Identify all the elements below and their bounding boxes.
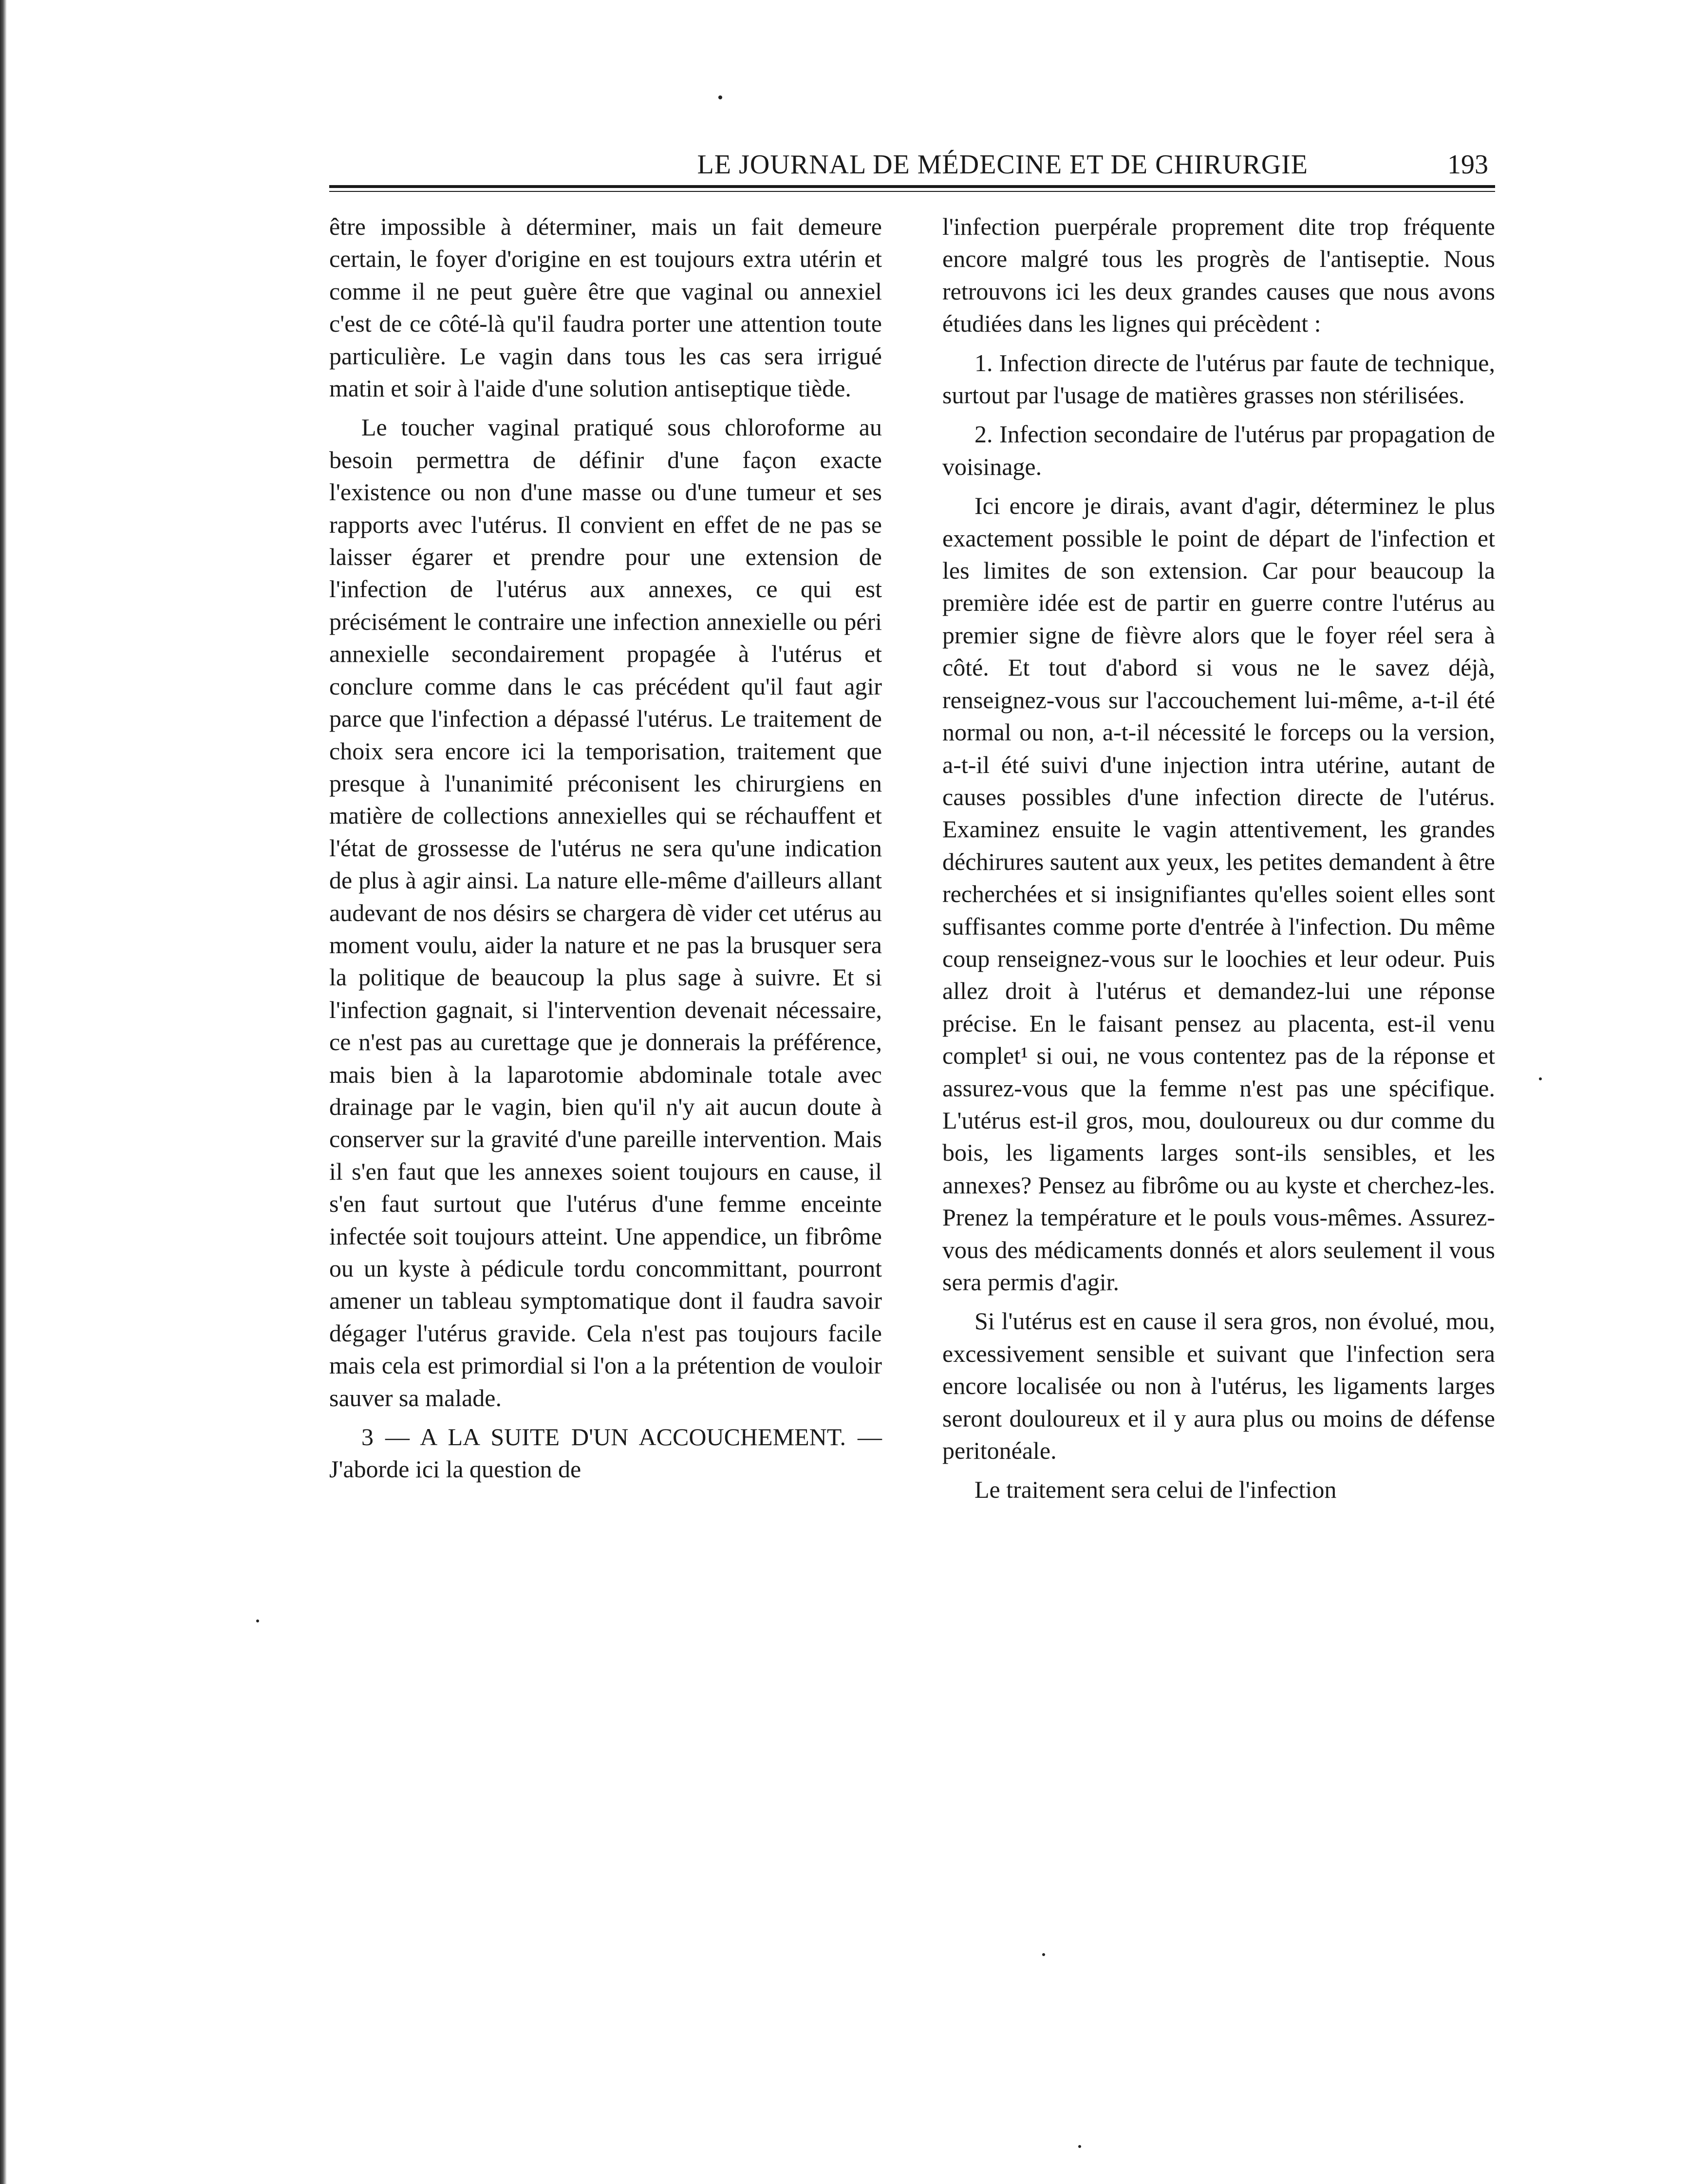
running-title: LE JOURNAL DE MÉDECINE ET DE CHIRURGIE (697, 150, 1308, 180)
ink-speck (256, 1619, 259, 1622)
section-heading-paragraph: 3 — A LA SUITE D'UN ACCOUCHEMENT. — J'aborde ici la question de (329, 1423, 882, 1483)
header-rule-thick (329, 185, 1495, 188)
header-rule-thin (329, 191, 1495, 192)
page-header (329, 146, 1495, 185)
paragraph: Ici encore je dirais, avant d'agir, déterminez le plus exactement possible le point de départ de l'infection et les limites de son extension. Car pour beaucoup la première idée est de partir en guerre contre l'utérus au premier signe de fièvre alors que le foyer réel sera à côté. Et tout d'abord si vous ne le savez déjà, renseignez-vous sur l'accouchement lui-même, a-t-il été normal ou non, a-t-il nécessité le forceps ou la version, a-t-il été suivi d'une injection intra utérine, autant de causes possibles d'une infection directe de l'utérus. Examinez ensuite le vagin attentivement, les grandes déchirures sautent aux yeux, les petites demandent à être recherchées et si insignifiantes qu'elles soient elles sont suffisantes comme porte d'entrée à l'infection. Du même coup renseignez-vous sur le loochies et leur odeur. Puis allez droit à l'utérus et demandez-lui une réponse précise. En le faisant pensez au placenta, est-il venu complet¹ si oui, ne vous contentez pas de la réponse et assurez-vous que la femme n'est pas une spécifique. L'utérus est-il gros, mou, douloureux ou dur comme du bois, les ligaments larges sont-ils sensibles, et les annexes? Pensez au fibrôme ou au kyste et cherchez-les. Prenez la température et le pouls vous-mêmes. Assurez-vous des médicaments donnés et alors seulement il vous sera permis d'agir. (942, 492, 1495, 1296)
ink-speck (1078, 2145, 1081, 2148)
paragraph: l'infection puerpérale proprement dite trop fréquente encore malgré tous les progrès de l'antiseptie. Nous retrouvons ici les deux grandes causes que nous avons étudiées dans les lignes qui précèdent : (942, 213, 1495, 338)
ink-speck (1539, 1077, 1542, 1080)
list-item: 2. Infection secondaire de l'utérus par propagation de voisinage. (942, 420, 1495, 480)
paragraph: Le traitement sera celui de l'infection (974, 1476, 1337, 1504)
paragraph: être impossible à déterminer, mais un fait demeure certain, le foyer d'origine en est toujours extra utérin et comme il ne peut guère être que vaginal ou annexiel c'est de ce côté-là qu'il faudra porter une attention toute particulière. Le vagin dans tous les cas sera irrigué matin et soir à l'aide d'une solution antiseptique tiède. (329, 213, 882, 402)
scan-edge-shadow (0, 0, 7, 2184)
right-column (942, 210, 1495, 1506)
list-item: 1. Infection directe de l'utérus par faute de technique, surtout par l'usage de matières grasses non stérilisées. (942, 349, 1495, 409)
page-number: 193 (1447, 150, 1488, 180)
paragraph: Le toucher vaginal pratiqué sous chloroforme au besoin permettra de définir d'une façon exacte l'existence ou non d'une masse ou d'une tumeur et ses rapports avec l'utérus. Il convient en effet de ne pas se laisser égarer et prendre pour une extension de l'infection de l'utérus aux annexes, ce qui est précisément le contraire une infection annexielle ou péri annexielle secondairement propagée à l'utérus et conclure comme dans le cas précédent qu'il faut agir parce que l'infection a dépassé l'utérus. Le traitement de choix sera encore ici la temporisation, traitement que presque à l'unanimité préconisent les chirurgiens en matière de collections annexielles qui se réchauffent et l'état de grossesse de l'utérus ne sera qu'une indication de plus à agir ainsi. La nature elle-même d'ailleurs allant audevant de nos désirs se chargera dè vider cet utérus au moment voulu, aider la nature et ne pas la brusquer sera la politique de beaucoup la plus sage à suivre. Et si l'infection gagnait, si l'intervention devenait nécessaire, ce n'est pas au curettage que je donnerais la préférence, mais bien à la laparotomie abdominale totale avec drainage par le vagin, bien qu'il n'y ait aucun doute à conserver sur la gravité d'une pareille intervention. Mais il s'en faut que les annexes soient toujours en cause, il s'en faut surtout que l'utérus d'une femme enceinte infectée soit toujours atteint. Une appendice, un fibrôme ou un kyste à pédicule tordu concommittant, pourront amener un tableau symptomatique dont il faudra savoir dégager l'utérus gravide. Cela n'est pas toujours facile mais cela est primordial si l'on a la prétention de vouloir sauver sa malade. (329, 414, 882, 1412)
left-column (329, 210, 882, 1486)
paragraph: Si l'utérus est en cause il sera gros, non évolué, mou, excessivement sensible et suivant que l'infection sera encore localisée ou non à l'utérus, les ligaments larges seront douloureux et il y aura plus ou moins de défense peritonéale. (942, 1307, 1495, 1465)
ink-speck (718, 95, 722, 99)
ink-speck (1042, 1953, 1045, 1956)
